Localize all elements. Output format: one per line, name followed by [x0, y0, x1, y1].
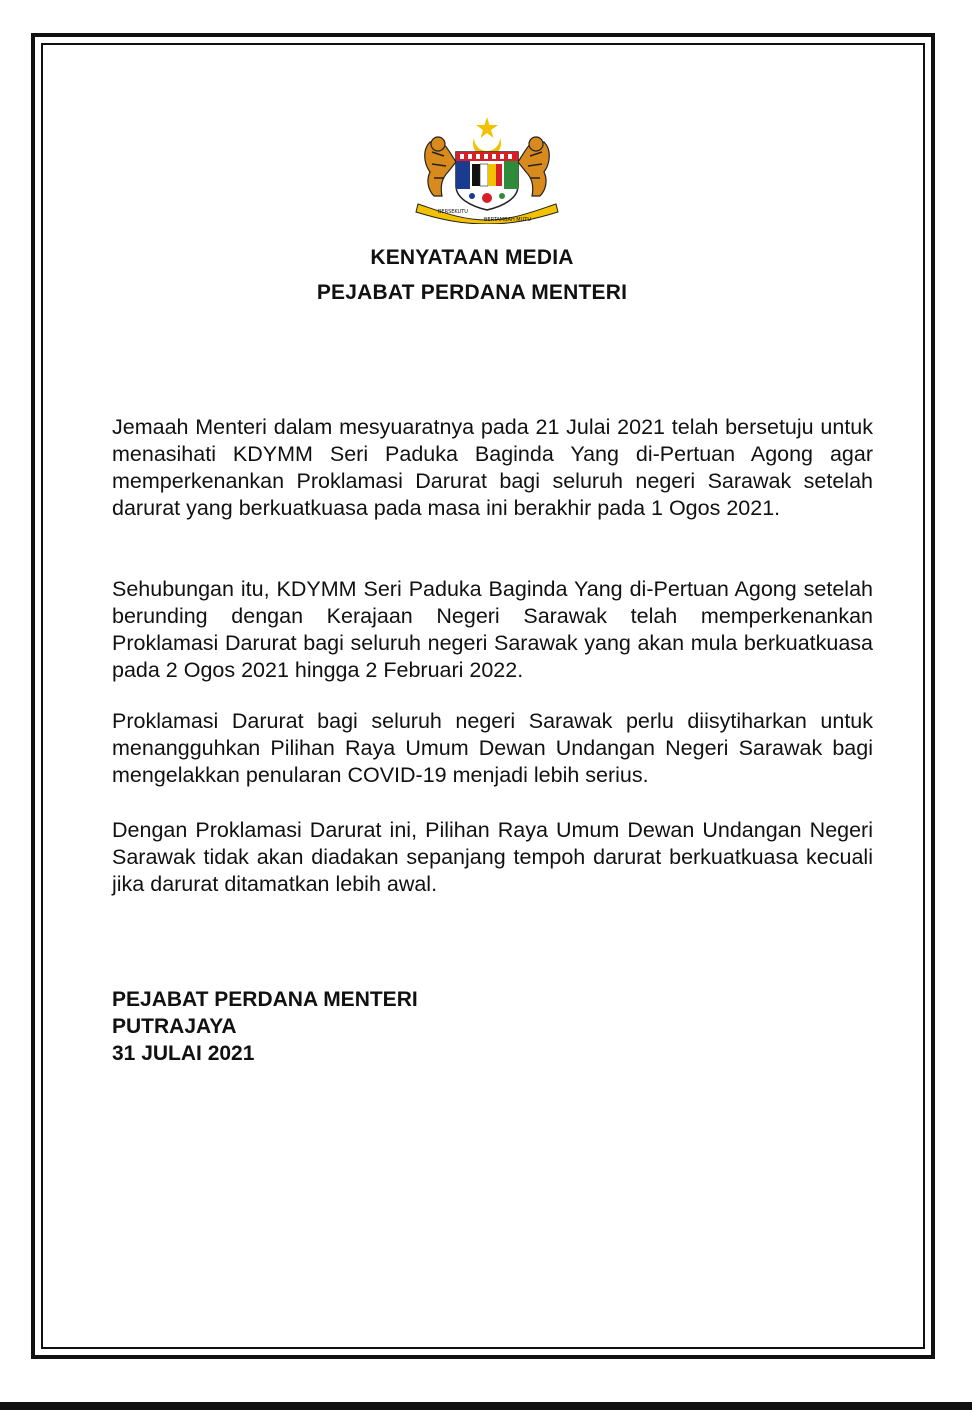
document-inner-border	[41, 43, 925, 1349]
paragraph-3: Proklamasi Darurat bagi seluruh negeri Sarawak perlu diisytiharkan untuk menangguhkan Pilihan Raya Umum Dewan Undangan Negeri Sarawak bagi mengelakkan penularan COVID-19 menjadi lebih serius.	[112, 709, 873, 787]
svg-text:BERTAMBAH MUTU: BERTAMBAH MUTU	[484, 217, 531, 223]
bottom-edge-bar	[0, 1402, 972, 1410]
signature-place: PUTRAJAYA	[112, 1015, 237, 1038]
signature-date: 31 JULAI 2021	[112, 1042, 255, 1065]
malaysia-coat-of-arms-icon	[412, 112, 562, 224]
heading-office: PEJABAT PERDANA MENTERI	[316, 281, 628, 304]
paragraph-4: Dengan Proklamasi Darurat ini, Pilihan Raya Umum Dewan Undangan Negeri Sarawak tidak akan diadakan sepanjang tempoh darurat berkuatkuasa kecuali jika darurat ditamatkan lebih awal.	[112, 818, 873, 896]
paragraph-1: Jemaah Menteri dalam mesyuaratnya pada 21 Julai 2021 telah bersetuju untuk menasihati KDYMM Seri Paduka Baginda Yang di-Pertuan Agong agar memperkenankan Proklamasi Darurat bagi seluruh negeri Sarawak setelah darurat yang berkuatkuasa pada masa ini berakhir pada 1 Ogos 2021.	[112, 415, 873, 520]
paragraph-2: Sehubungan itu, KDYMM Seri Paduka Baginda Yang di-Pertuan Agong setelah berunding dengan Kerajaan Negeri Sarawak telah memperkenankan Proklamasi Darurat bagi seluruh negeri Sarawak yang akan mula berkuatkuasa pada 2 Ogos 2021 hingga 2 Februari 2022.	[112, 577, 873, 682]
signature-office: PEJABAT PERDANA MENTERI	[112, 988, 418, 1011]
svg-text:BERSEKUTU: BERSEKUTU	[438, 209, 468, 215]
heading-title: KENYATAAN MEDIA	[370, 246, 574, 269]
